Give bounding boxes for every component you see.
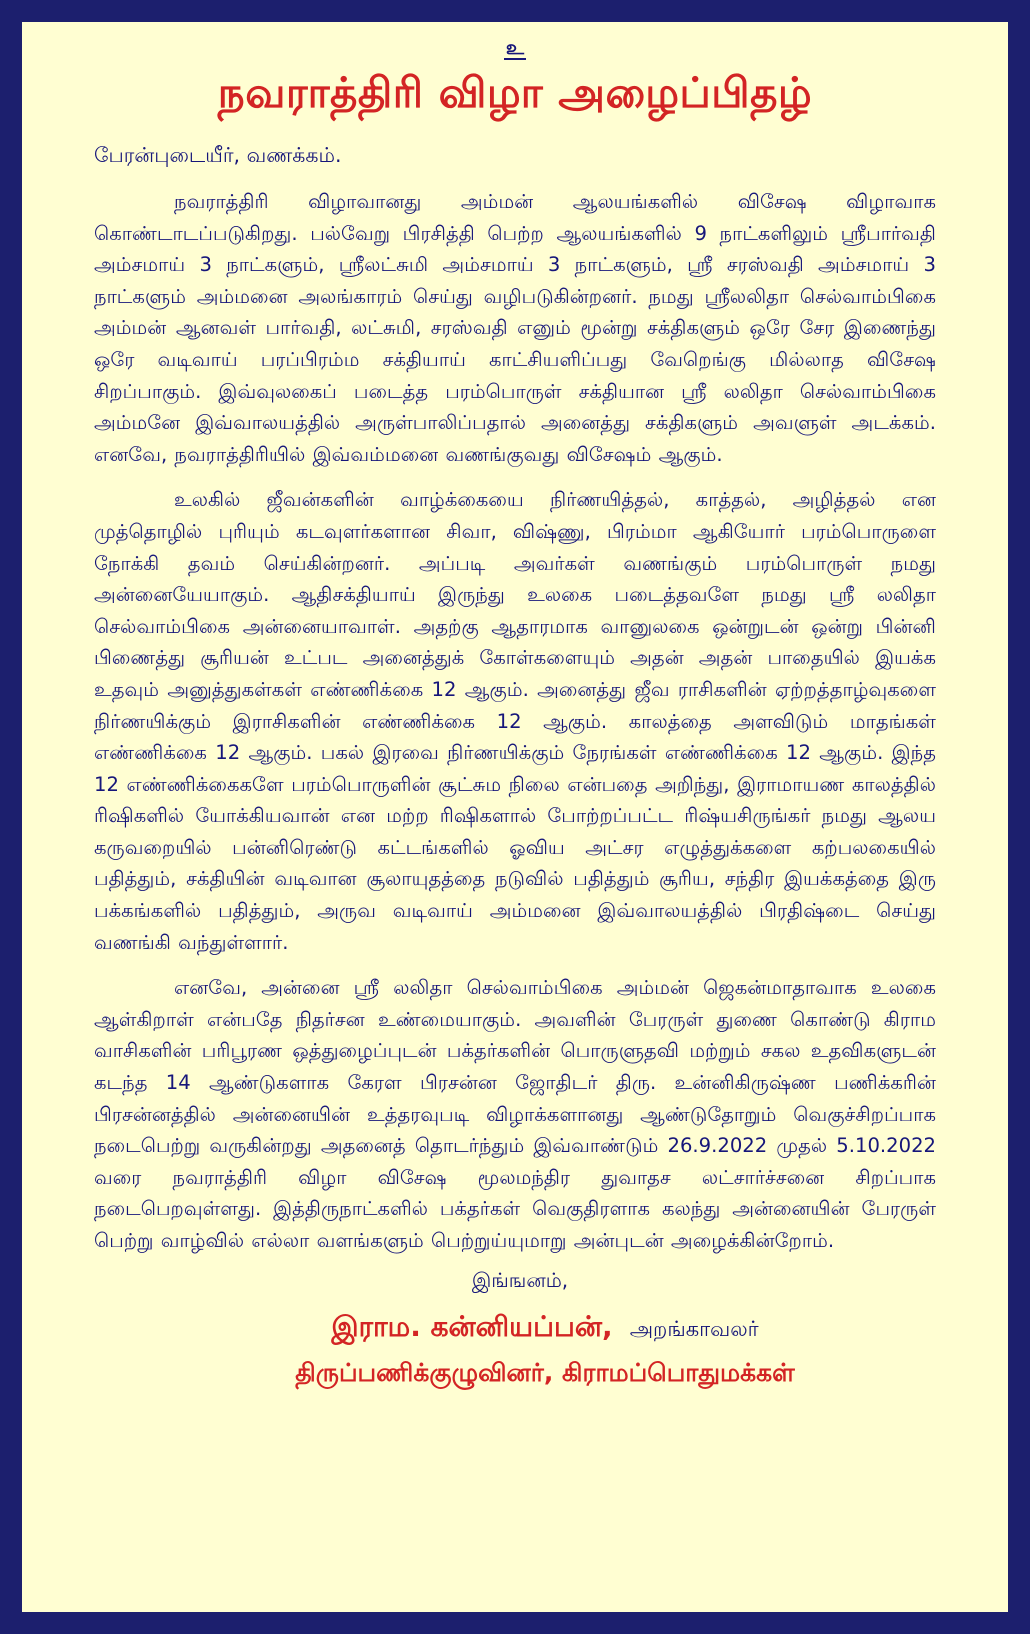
invitation-page [22, 22, 1008, 1612]
closing-text: இங்ஙனம், [471, 1267, 569, 1292]
signatory-role: அறங்காவலர் [629, 1316, 759, 1341]
salutation: பேரன்புடையீர், வணக்கம். [94, 143, 342, 167]
paragraph-2: உலகில் ஜீவன்களின் வாழ்க்கையை நிர்ணயித்தல், காத்தல், அழித்தல் என முத்தொழில் புரியும் கடவுளர்களான சிவா, விஷ்ணு, பிரம்மா ஆகியோர் பரம்பொருளை நோக்கி தவம் செய்கின்றனர். அப்படி அவர்கள் வணங்கும் பரம்பொருள் நமது அன்னையேயாகும். ஆதிசக்தியாய் இருந்து உலகை படைத்தவளே நமது ஸ்ரீ லலிதா செல்வாம்பிகை அன்னையாவாள். அதற்கு ஆதாரமாக வானுலகை ஒன்றுடன் ஒன்று பின்னி பிணைத்து சூரியன் உட்பட அனைத்துக் கோள்களையும் அதன் அதன் பாதையில் இயக்க உதவும் அனுத்துகள்கள் எண்ணிக்கை 12 ஆகும். அனைத்து ஜீவ ராசிகளின் ஏற்றத்தாழ்வுகளை நிர்ணயிக்கும் இராசிகளின் எண்ணிக்கை 12 ஆகும். காலத்தை அளவிடும் மாதங்கள் எண்ணிக்கை 12 ஆகும். பகல் இரவை நிர்ணயிக்கும் நேரங்கள் எண்ணிக்கை 12 ஆகும். இந்த 12 எண்ணிக்கைகளே பரம்பொருளின் சூட்சும நிலை என்பதை அறிந்து, இராமாயண காலத்தில் ரிஷிகளில் யோக்கியவான் என மற்ற ரிஷிகளால் போற்றப்பட்ட ரிஷ்யசிருங்கர் நமது ஆலய கருவறையில் பன்னிரெண்டு கட்டங்களில் ஓவிய அட்சர எழுத்துக்களை கற்பலகையில் பதித்தும், சக்தியின் வடிவான சூலாயுதத்தை நடுவில் பதித்தும் சூரிய, சந்திர இயக்கத்தை இரு பக்கங்களில் பதித்தும், அருவ வடிவாய் அம்மனை இவ்வாலயத்தில் பிரதிஷ்டை செய்து வணங்கி வந்துள்ளார். [94, 488, 936, 954]
paragraph-3: எனவே, அன்னை ஸ்ரீ லலிதா செல்வாம்பிகை அம்மன் ஜெகன்மாதாவாக உலகை ஆள்கிறாள் என்பதே நிதர்சன உண்மையாகும். அவளின் பேரருள் துணை கொண்டு கிராம வாசிகளின் பரிபூரண ஒத்துழைப்புடன் பக்தர்களின் பொருளுதவி மற்றும் சகல உதவிகளுடன் கடந்த 14 ஆண்டுகளாக கேரள பிரசன்ன ஜோதிடர் திரு. உன்னிகிருஷ்ண பணிக்கரின் பிரசன்னத்தில் அன்னையின் உத்தரவுபடி விழாக்களானது ஆண்டுதோறும் வெகுச்சிறப்பாக நடைபெற்று வருகின்றது அதனைத் தொடர்ந்தும் இவ்வாண்டும் 26.9.2022 முதல் 5.10.2022 வரை நவராத்திரி விழா விசேஷ மூலமந்திர துவாதச லட்சார்ச்சனை சிறப்பாக நடைபெறவுள்ளது. இத்திருநாட்களில் பக்தர்கள் வெகுதிரளாக கலந்து அன்னையின் பேரருள் பெற்று வாழ்வில் எல்லா வளங்களும் பெற்றுய்யுமாறு அன்புடன் அழைக்கின்றோம். [94, 976, 936, 1252]
signatory-name: இராம. கன்னியப்பன், [331, 1309, 613, 1343]
invocation-symbol: உ [505, 35, 525, 59]
page-title: நவராத்திரி விழா அழைப்பிதழ் [217, 68, 813, 117]
paragraph-1: நவராத்திரி விழாவானது அம்மன் ஆலயங்களில் விசேஷ விழாவாக கொண்டாடப்படுகிறது. பல்வேறு பிரசித்தி பெற்ற ஆலயங்களில் 9 நாட்களிலும் ஸ்ரீபார்வதி அம்சமாய் 3 நாட்களும், ஸ்ரீலட்சுமி அம்சமாய் 3 நாட்களும், ஸ்ரீ சரஸ்வதி அம்சமாய் 3 நாட்களும் அம்மனை அலங்காரம் செய்து வழிபடுகின்றனர். நமது ஸ்ரீலலிதா செல்வாம்பிகை அம்மன் ஆனவள் பார்வதி, லட்சுமி, சரஸ்வதி எனும் மூன்று சக்திகளும் ஒரே சேர இணைந்து ஒரே வடிவாய் பரப்பிரம்ம சக்தியாய் காட்சியளிப்பது வேறெங்கு மில்லாத விசேஷ சிறப்பாகும். இவ்வுலகைப் படைத்த பரம்பொருள் சக்தியான ஸ்ரீ லலிதா செல்வாம்பிகை அம்மனே இவ்வாலயத்தில் அருள்பாலிப்பதால் அனைத்து சக்திகளும் அவளுள் அடக்கம். எனவே, நவராத்திரியில் இவ்வம்மனை வணங்குவது விசேஷம் ஆகும். [94, 190, 936, 466]
signatory-group: திருப்பணிக்குழுவினர், கிராமப்பொதுமக்கள் [295, 1357, 795, 1387]
signature-row [94, 1307, 936, 1347]
